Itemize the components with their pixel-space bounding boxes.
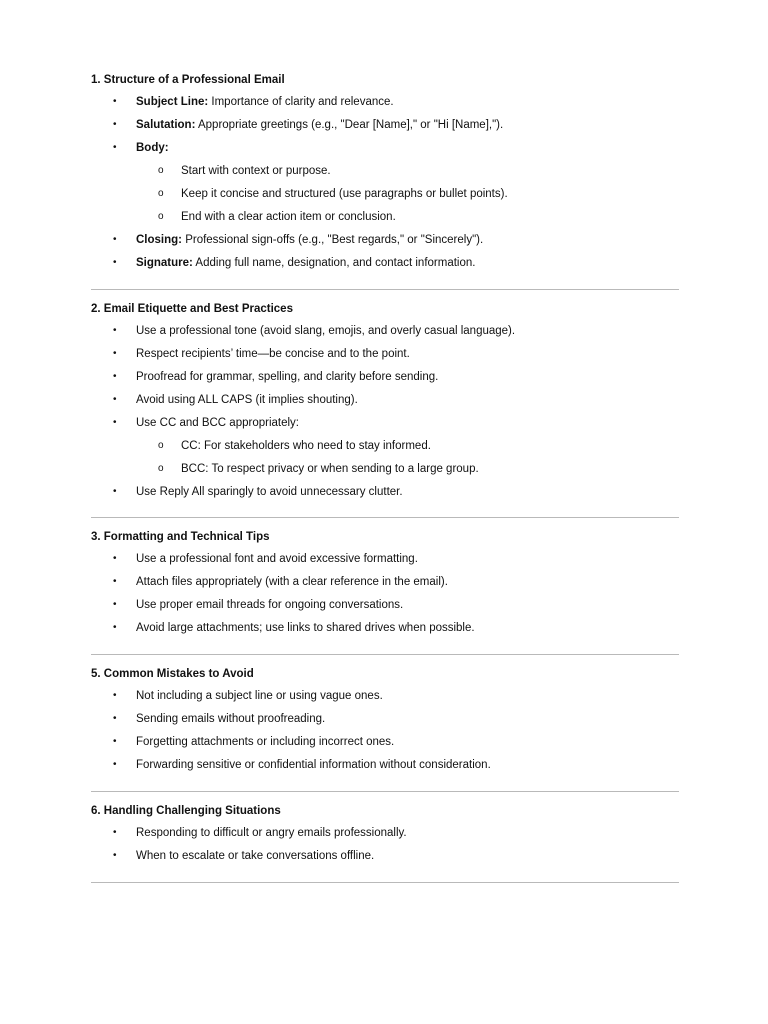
bullet-icon: • bbox=[113, 142, 117, 153]
section-heading: 5. Common Mistakes to Avoid bbox=[91, 668, 254, 680]
section-structure bbox=[91, 73, 679, 279]
bullet-icon: • bbox=[113, 622, 117, 633]
bullet-icon: • bbox=[113, 736, 117, 747]
list-item: • Avoid using ALL CAPS (it implies shouting). bbox=[113, 394, 358, 406]
bullet-icon: • bbox=[113, 599, 117, 610]
list-item: • Proofread for grammar, spelling, and clarity before sending. bbox=[113, 371, 439, 383]
bullet-icon: • bbox=[113, 690, 117, 701]
bullet-icon: • bbox=[113, 119, 117, 130]
sub-list-item: o Start with context or purpose. bbox=[158, 165, 331, 177]
bullet-icon: • bbox=[113, 576, 117, 587]
sub-list-item: o Keep it concise and structured (use paragraphs or bullet points). bbox=[158, 188, 508, 200]
divider bbox=[91, 654, 679, 655]
list-item: • Responding to difficult or angry emails professionally. bbox=[113, 827, 407, 839]
list-item: • Use proper email threads for ongoing conversations. bbox=[113, 599, 404, 611]
list-item: • Avoid large attachments; use links to shared drives when possible. bbox=[113, 622, 475, 634]
bullet-icon: • bbox=[113, 371, 117, 382]
divider bbox=[91, 791, 679, 792]
bullet-icon: • bbox=[113, 486, 117, 497]
list-item: • Attach files appropriately (with a clear reference in the email). bbox=[113, 576, 448, 588]
bullet-icon: • bbox=[113, 96, 117, 107]
bullet-icon: • bbox=[113, 417, 117, 428]
list-item: • Subject Line: Importance of clarity and relevance. bbox=[113, 96, 394, 108]
section-heading: 6. Handling Challenging Situations bbox=[91, 805, 281, 817]
bullet-icon: • bbox=[113, 348, 117, 359]
list-item: • Forgetting attachments or including incorrect ones. bbox=[113, 736, 395, 748]
circle-bullet-icon: o bbox=[158, 440, 164, 451]
section-heading: 1. Structure of a Professional Email bbox=[91, 74, 285, 86]
section-heading: 3. Formatting and Technical Tips bbox=[91, 531, 270, 543]
list-item: • Not including a subject line or using vague ones. bbox=[113, 690, 383, 702]
circle-bullet-icon: o bbox=[158, 188, 164, 199]
divider bbox=[91, 882, 679, 883]
list-item: • Use a professional tone (avoid slang, emojis, and overly casual language). bbox=[113, 325, 516, 337]
list-item: • Respect recipients’ time—be concise and to the point. bbox=[113, 348, 410, 360]
bullet-icon: • bbox=[113, 234, 117, 245]
list-item: • Sending emails without proofreading. bbox=[113, 713, 326, 725]
sub-list-item: o End with a clear action item or conclusion. bbox=[158, 211, 396, 223]
circle-bullet-icon: o bbox=[158, 165, 164, 176]
bullet-icon: • bbox=[113, 850, 117, 861]
list-item: • Body: bbox=[113, 142, 169, 154]
circle-bullet-icon: o bbox=[158, 211, 164, 222]
bullet-icon: • bbox=[113, 325, 117, 336]
divider bbox=[91, 517, 679, 518]
section-challenging-situations bbox=[91, 804, 679, 872]
section-heading: 2. Email Etiquette and Best Practices bbox=[91, 303, 293, 315]
bullet-icon: • bbox=[113, 713, 117, 724]
circle-bullet-icon: o bbox=[158, 463, 164, 474]
list-item: • Closing: Professional sign-offs (e.g., "Best regards," or "Sincerely"). bbox=[113, 234, 484, 246]
bullet-icon: • bbox=[113, 827, 117, 838]
list-item: • Use a professional font and avoid excessive formatting. bbox=[113, 553, 418, 565]
list-item: • Signature: Adding full name, designation, and contact information. bbox=[113, 257, 476, 269]
list-item: • Salutation: Appropriate greetings (e.g., "Dear [Name]," or "Hi [Name],"). bbox=[113, 119, 504, 131]
list-item: • When to escalate or take conversations offline. bbox=[113, 850, 375, 862]
bullet-icon: • bbox=[113, 759, 117, 770]
section-etiquette bbox=[91, 302, 679, 508]
divider bbox=[91, 289, 679, 290]
sub-list-item: o BCC: To respect privacy or when sending to a large group. bbox=[158, 463, 479, 475]
bullet-icon: • bbox=[113, 394, 117, 405]
list-item: • Forwarding sensitive or confidential information without consideration. bbox=[113, 759, 491, 771]
section-formatting bbox=[91, 530, 679, 644]
list-item: • Use CC and BCC appropriately: bbox=[113, 417, 299, 429]
list-item: • Use Reply All sparingly to avoid unnecessary clutter. bbox=[113, 486, 403, 498]
section-common-mistakes bbox=[91, 667, 679, 781]
bullet-icon: • bbox=[113, 553, 117, 564]
bullet-icon: • bbox=[113, 257, 117, 268]
sub-list-item: o CC: For stakeholders who need to stay informed. bbox=[158, 440, 431, 452]
